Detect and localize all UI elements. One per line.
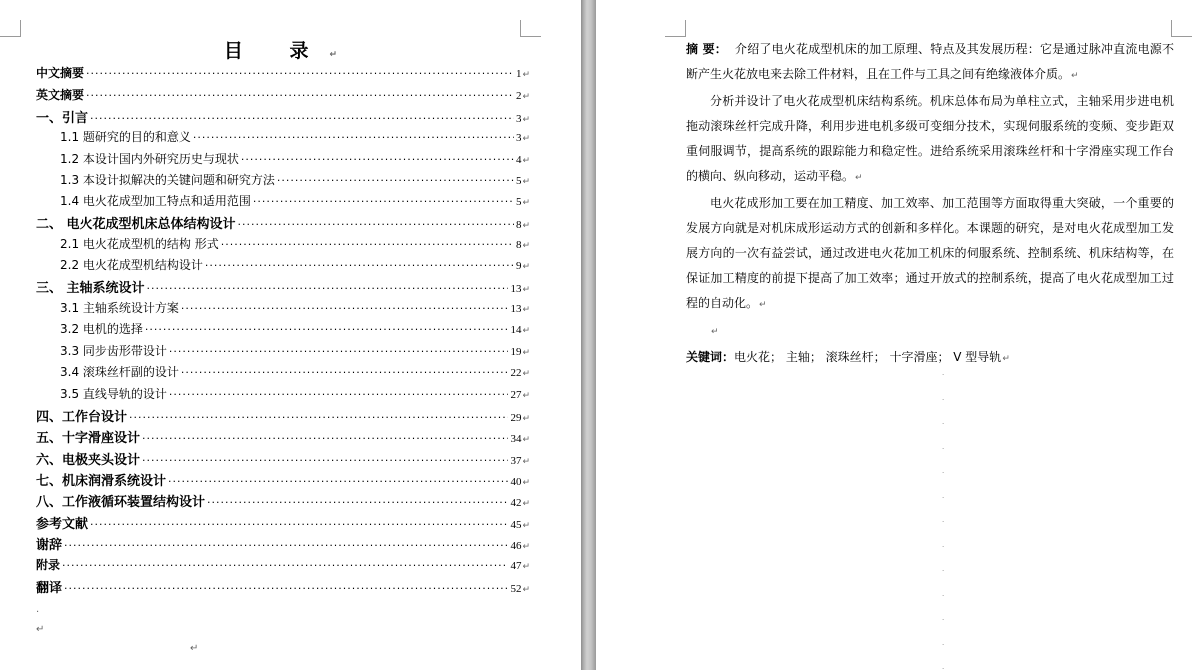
abstract-p1-text: 介绍了电火花成型机床的加工原理、特点及其发展历程：它是通过脉冲直流电源不断产生火花放电来去除工件材料，且在工件与工具之间有绝缘液体介质。 (686, 42, 1174, 81)
toc-entry[interactable] (60, 171, 530, 189)
paragraph-mark: ↵ (522, 305, 530, 315)
paragraph-mark: ↵ (522, 221, 530, 231)
toc-entry-label: 2.1 电火花成型机的结构 形式 (60, 237, 219, 251)
toc-entry-page: 29 (510, 412, 522, 424)
paragraph-mark: ↵ (522, 177, 530, 187)
toc-entry-label: 1.3 本设计拟解决的关键问题和研究方法 (60, 173, 275, 187)
toc-entry-label: 五、十字滑座设计 (36, 431, 141, 446)
toc-leader-dots (207, 496, 508, 509)
toc-leader-dots (238, 218, 514, 231)
paragraph-mark: ↵ (522, 391, 530, 401)
toc-entry[interactable] (36, 577, 530, 595)
paragraph-mark: ↵ (522, 499, 530, 509)
toc-entry[interactable] (36, 534, 530, 552)
toc-entry-page: 45 (510, 519, 522, 531)
toc-leader-dots (181, 366, 509, 379)
toc-entry-page: 5 (515, 196, 522, 208)
toc-entry[interactable] (36, 513, 530, 531)
empty-line-mark: . (942, 516, 945, 524)
toc-leader-dots (205, 259, 514, 272)
empty-line-mark: . (942, 443, 945, 451)
toc-entry-page: 22 (510, 367, 522, 379)
toc-entry-label: 1.2 本设计国内外研究历史与现状 (60, 152, 239, 166)
paragraph-mark: ↵ (522, 134, 530, 144)
paragraph-mark: . (36, 604, 40, 615)
keywords-text: 电火花； 主轴； 滚珠丝杆； 十字滑座； V 型导轨 (734, 350, 1002, 364)
paragraph-mark: ↵ (522, 348, 530, 358)
toc-entry[interactable] (60, 256, 530, 274)
paragraph-mark: ↵ (522, 70, 530, 80)
toc-entry-page: 27 (510, 389, 522, 401)
toc-entry[interactable] (60, 385, 530, 403)
toc-entry-page: 1 (515, 68, 522, 80)
toc-leader-dots (241, 153, 514, 166)
abstract-paragraph-2 (686, 89, 1174, 191)
toc-entry-label: 1.1 题研究的目的和意义 (60, 130, 191, 144)
toc-leader-dots (181, 302, 509, 315)
abstract-heading: 摘 要： (686, 42, 727, 56)
toc-entry-page: 8 (515, 239, 522, 251)
paragraph-mark: ↵ (522, 414, 530, 424)
paragraph-mark: ↵ (759, 300, 767, 310)
toc-leader-dots (253, 195, 514, 208)
toc-leader-dots (62, 559, 508, 572)
toc-entry[interactable] (60, 342, 530, 360)
toc-leader-dots (277, 174, 514, 187)
toc-entry-label: 3.2 电机的选择 (60, 322, 143, 336)
toc-leader-dots (64, 582, 508, 595)
toc-leader-dots (168, 475, 508, 488)
toc-entry-label: 中文摘要 (36, 66, 85, 80)
crop-mark-top-left (0, 20, 21, 37)
empty-line-mark: . (942, 663, 945, 671)
toc-entry[interactable] (60, 128, 530, 146)
toc-entry-page: 3 (515, 132, 522, 144)
toc-entry-page: 52 (510, 583, 522, 595)
toc-entry-label: 二、 电火花成型机床总体结构设计 (36, 217, 236, 232)
paragraph-mark: ↵ (855, 173, 863, 183)
toc-leader-dots (129, 411, 508, 424)
toc-entry-label: 谢辞 (36, 538, 63, 553)
keywords-label: 关键词： (686, 350, 735, 364)
paragraph-mark: ↵ (522, 369, 530, 379)
toc-entry-label: 3.5 直线导轨的设计 (60, 387, 167, 401)
toc-entry-page: 5 (515, 175, 522, 187)
toc-entry-page: 4 (515, 154, 522, 166)
toc-leader-dots (147, 282, 509, 295)
paragraph-mark: ↵ (522, 115, 530, 125)
paragraph-mark: ↵ (522, 198, 530, 208)
toc-entry[interactable] (36, 86, 530, 104)
empty-paragraph (686, 318, 1174, 345)
toc-leader-dots (90, 112, 514, 125)
paragraph-mark: ↵ (329, 50, 358, 60)
paragraph-mark: ↵ (522, 457, 530, 467)
empty-line-mark: . (942, 590, 945, 598)
toc-entry-page: 34 (510, 433, 522, 445)
abstract-p3-text: 电火花成形加工要在加工精度、加工效率、加工范围等方面取得重大突破，一个重要的发展方向就是对机床成形运动方式的创新和多样化。本课题的研究，是对电火花成型加工发展方向的一次有益尝试，通过改进电火花加工机床的伺服系统、控制系统、机床结构等，在保证加工精度的前提下提高了加工效率；通过开放式的控制系统，提高了电火花成型加工过程的自动化。 (686, 196, 1174, 310)
paragraph-mark: ↵ (522, 262, 530, 272)
empty-line-mark: . (942, 541, 945, 549)
toc-entry-page: 2 (515, 90, 522, 102)
paragraph-mark: ↵ (522, 156, 530, 166)
toc-entry[interactable] (60, 320, 530, 338)
toc-entry-label: 2.2 电火花成型机结构设计 (60, 258, 203, 272)
toc-entry-page: 37 (510, 455, 522, 467)
toc-entry-page: 13 (510, 283, 522, 295)
toc-entry[interactable] (36, 449, 530, 467)
crop-mark-top-right (1171, 20, 1192, 37)
empty-line-mark: . (942, 369, 945, 377)
paragraph-mark: ↵ (522, 521, 530, 531)
toc-title-text: 目 录 (223, 40, 329, 62)
toc-entry[interactable] (36, 107, 530, 125)
toc-leader-dots (142, 454, 508, 467)
empty-line-mark: . (942, 394, 945, 402)
empty-line-mark: . (942, 467, 945, 475)
toc-leader-dots (145, 323, 509, 336)
abstract-body (686, 37, 1174, 372)
toc-leader-dots (142, 432, 508, 445)
empty-line-mark: . (942, 492, 945, 500)
toc-title (0, 36, 581, 63)
toc-entry[interactable] (36, 406, 530, 424)
toc-entry[interactable] (36, 277, 530, 295)
toc-entry-label: 英文摘要 (36, 88, 85, 102)
toc-entry-page: 42 (510, 497, 522, 509)
page-gutter (581, 0, 596, 670)
abstract-paragraph-3 (686, 191, 1174, 318)
toc-entry[interactable] (36, 213, 530, 231)
toc-entry-label: 七、机床润滑系统设计 (36, 474, 167, 489)
paragraph-mark: ↵ (190, 643, 199, 654)
paragraph-mark: ↵ (522, 92, 530, 102)
paragraph-mark: ↵ (522, 542, 530, 552)
toc-entry[interactable] (36, 470, 530, 488)
toc-entry-label: 八、工作液循环装置结构设计 (36, 495, 206, 510)
toc-entry-page: 19 (510, 346, 522, 358)
paragraph-mark: ↵ (711, 327, 719, 337)
abstract-p2-text: 分析并设计了电火花成型机床结构系统。机床总体布局为单柱立式，主轴采用步进电机拖动滚珠丝杆完成升降，利用步进电机多级可变细分技术，实现伺服系统的变频、变步距双重伺服调节，提高系统的跟踪能力和稳定性。进给系统采用滚珠丝杆和十字滑座实现工作台的横向、纵向移动，运动平稳。 (686, 94, 1174, 183)
abstract-paragraph-1 (686, 37, 1174, 89)
paragraph-mark: ↵ (522, 285, 530, 295)
toc-entry-page: 40 (510, 476, 522, 488)
paragraph-mark: ↵ (1002, 354, 1010, 364)
paragraph-mark: ↵ (522, 435, 530, 445)
paragraph-mark: ↵ (522, 478, 530, 488)
empty-line-mark: . (942, 418, 945, 426)
crop-mark-top-left (665, 20, 686, 37)
toc-entry-page: 3 (515, 113, 522, 125)
toc-entry[interactable] (36, 556, 530, 574)
toc-page (0, 0, 581, 670)
toc-entry-page: 9 (515, 260, 522, 272)
paragraph-mark: ↵ (36, 624, 45, 635)
toc-leader-dots (169, 388, 509, 401)
toc-entry-label: 1.4 电火花成型加工特点和适用范围 (60, 194, 251, 208)
toc-entry-label: 四、工作台设计 (36, 410, 128, 425)
paragraph-mark: ↵ (522, 562, 530, 572)
toc-entry[interactable] (36, 427, 530, 445)
toc-entry-label: 翻译 (36, 581, 63, 596)
toc-entry[interactable] (36, 64, 530, 82)
toc-entry[interactable] (60, 150, 530, 168)
empty-line-mark: . (942, 565, 945, 573)
empty-line-mark: . (942, 639, 945, 647)
paragraph-mark: ↵ (522, 326, 530, 336)
toc-entry-label: 参考文献 (36, 517, 89, 532)
toc-entry-page: 14 (510, 324, 522, 336)
toc-entry-label: 3.4 滚珠丝杆副的设计 (60, 365, 179, 379)
toc-entry[interactable] (60, 299, 530, 317)
toc-leader-dots (90, 518, 508, 531)
toc-entry-label: 一、引言 (36, 111, 89, 126)
toc-entry-label: 附录 (36, 558, 61, 572)
toc-entry-page: 13 (510, 303, 522, 315)
toc-leader-dots (64, 539, 508, 552)
keywords-line (686, 345, 1174, 372)
paragraph-mark: ↵ (522, 585, 530, 595)
toc-entry-page: 47 (510, 560, 522, 572)
toc-entry-page: 46 (510, 540, 522, 552)
toc-entry-label: 3.1 主轴系统设计方案 (60, 301, 179, 315)
toc-leader-dots (169, 345, 509, 358)
toc-leader-dots (86, 67, 514, 80)
toc-entry[interactable] (60, 235, 530, 253)
toc-leader-dots (193, 131, 514, 144)
toc-entry-label: 3.3 同步齿形带设计 (60, 344, 167, 358)
crop-mark-top-right (520, 20, 541, 37)
toc-leader-dots (86, 89, 514, 102)
toc-entry[interactable] (36, 491, 530, 509)
empty-line-mark: . (942, 614, 945, 622)
toc-leader-dots (221, 238, 514, 251)
paragraph-mark: ↵ (522, 241, 530, 251)
paragraph-mark: ↵ (1071, 71, 1079, 81)
toc-entry-label: 三、 主轴系统设计 (36, 281, 145, 296)
toc-entry-label: 六、电极夹头设计 (36, 453, 141, 468)
toc-entry[interactable] (60, 363, 530, 381)
toc-entry[interactable] (60, 192, 530, 210)
toc-entry-page: 8 (515, 219, 522, 231)
